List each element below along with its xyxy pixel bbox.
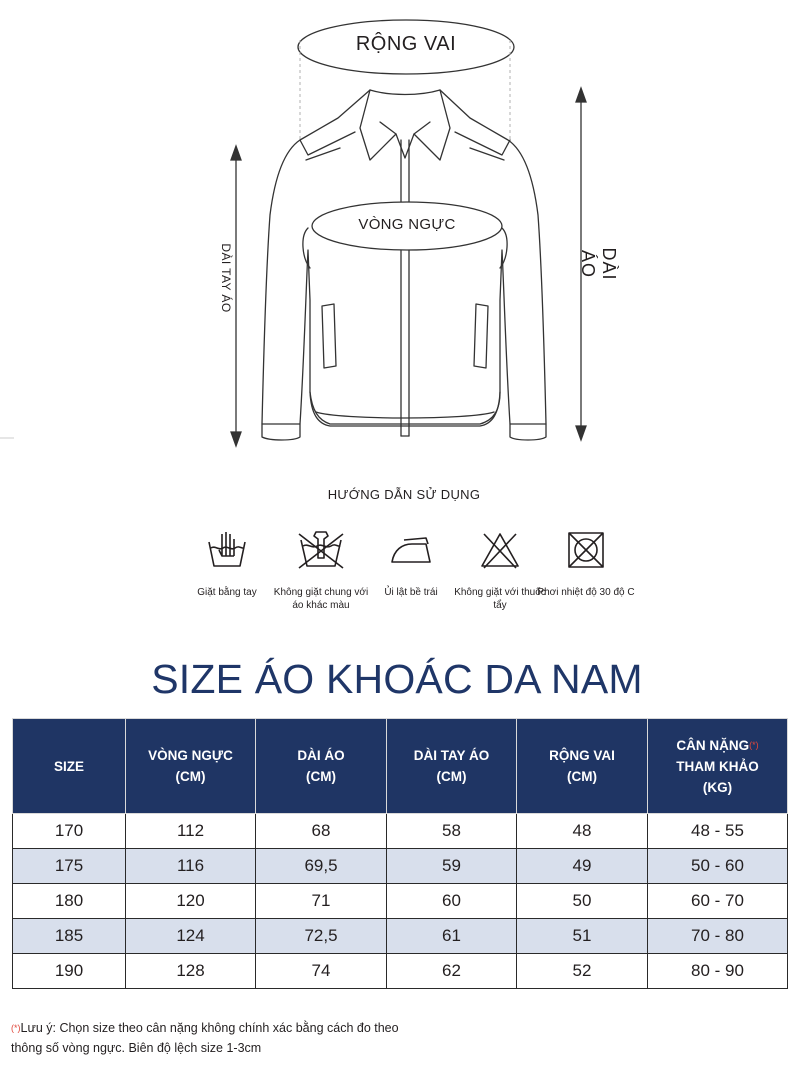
cell-weight: 48 - 55: [648, 814, 788, 849]
cell-size: 190: [13, 954, 126, 989]
care-caption: Phơi nhiệt độ 30 độ C: [537, 587, 635, 598]
care-item-no-bleach: [450, 530, 550, 612]
cell-size: 185: [13, 919, 126, 954]
cell-chest: 120: [126, 884, 256, 919]
size-table: [12, 718, 788, 989]
cell-length: 72,5: [256, 919, 387, 954]
header-sleeve: DÀI TAY ÁO (CM): [387, 719, 517, 814]
cell-length: 68: [256, 814, 387, 849]
length-label: DÀI ÁO: [578, 247, 619, 281]
chest-label: VÒNG NGỰC: [358, 216, 456, 233]
cell-sleeve: 62: [387, 954, 517, 989]
cell-chest: 128: [126, 954, 256, 989]
cell-sleeve: 58: [387, 814, 517, 849]
jacket-diagram: [0, 0, 800, 460]
cell-weight: 50 - 60: [648, 849, 788, 884]
header-weight: CÂN NẶNG(*) THAM KHẢO (KG): [648, 719, 788, 814]
cell-sleeve: 61: [387, 919, 517, 954]
hand-wash-icon: [205, 530, 249, 570]
care-caption: Không giặt với thuốc tẩy: [454, 587, 546, 611]
cell-size: 175: [13, 849, 126, 884]
care-icons-row: [0, 530, 800, 620]
no-mixed-wash-icon: [296, 530, 346, 570]
cell-sleeve: 60: [387, 884, 517, 919]
care-guide-title: HƯỚNG DẪN SỬ DỤNG: [327, 487, 481, 502]
cell-shoulder: 49: [517, 849, 648, 884]
care-item-tumble-dry: [536, 530, 636, 599]
iron-icon: [388, 530, 434, 570]
header-length: DÀI ÁO (CM): [256, 719, 387, 814]
size-chart-title: SIZE ÁO KHOÁC DA NAM: [151, 656, 643, 702]
sleeve-length-label: DÀI TAY ÁO: [219, 243, 233, 313]
care-caption: Giặt bằng tay: [197, 587, 257, 598]
cell-shoulder: 52: [517, 954, 648, 989]
cell-length: 71: [256, 884, 387, 919]
care-caption: Ủi lật bề trái: [384, 587, 438, 598]
no-bleach-icon: [478, 530, 522, 570]
footnote-marker: (*): [749, 739, 759, 750]
table-row: [13, 814, 788, 849]
header-chest: VÒNG NGỰC (CM): [126, 719, 256, 814]
cell-shoulder: 48: [517, 814, 648, 849]
note-line-1: Lưu ý: Chọn size theo cân nặng không chính xác bằng cách đo theo: [20, 1021, 399, 1035]
care-item-hand-wash: [177, 530, 277, 599]
cell-length: 69,5: [256, 849, 387, 884]
table-row: [13, 919, 788, 954]
table-row: [13, 849, 788, 884]
table-row: [13, 884, 788, 919]
cell-chest: 124: [126, 919, 256, 954]
size-note: [11, 1018, 571, 1058]
cell-chest: 116: [126, 849, 256, 884]
cell-chest: 112: [126, 814, 256, 849]
cell-size: 180: [13, 884, 126, 919]
header-size: SIZE: [13, 719, 126, 814]
note-line-2: thông số vòng ngực. Biên độ lệch size 1-3cm: [11, 1041, 262, 1055]
care-caption: Không giặt chung với áo khác màu: [273, 587, 369, 611]
header-shoulder: RỘNG VAI (CM): [517, 719, 648, 814]
care-item-no-mixed-wash: [271, 530, 371, 612]
table-header-row: [13, 719, 788, 814]
table-row: [13, 954, 788, 989]
cell-weight: 80 - 90: [648, 954, 788, 989]
cell-shoulder: 51: [517, 919, 648, 954]
cell-size: 170: [13, 814, 126, 849]
shoulder-width-label: RỘNG VAI: [355, 33, 457, 55]
cell-shoulder: 50: [517, 884, 648, 919]
cell-length: 74: [256, 954, 387, 989]
tumble-dry-icon: [566, 530, 606, 570]
cell-sleeve: 59: [387, 849, 517, 884]
footnote-marker: (*): [11, 1023, 21, 1033]
care-item-iron: [361, 530, 461, 599]
cell-weight: 70 - 80: [648, 919, 788, 954]
cell-weight: 60 - 70: [648, 884, 788, 919]
